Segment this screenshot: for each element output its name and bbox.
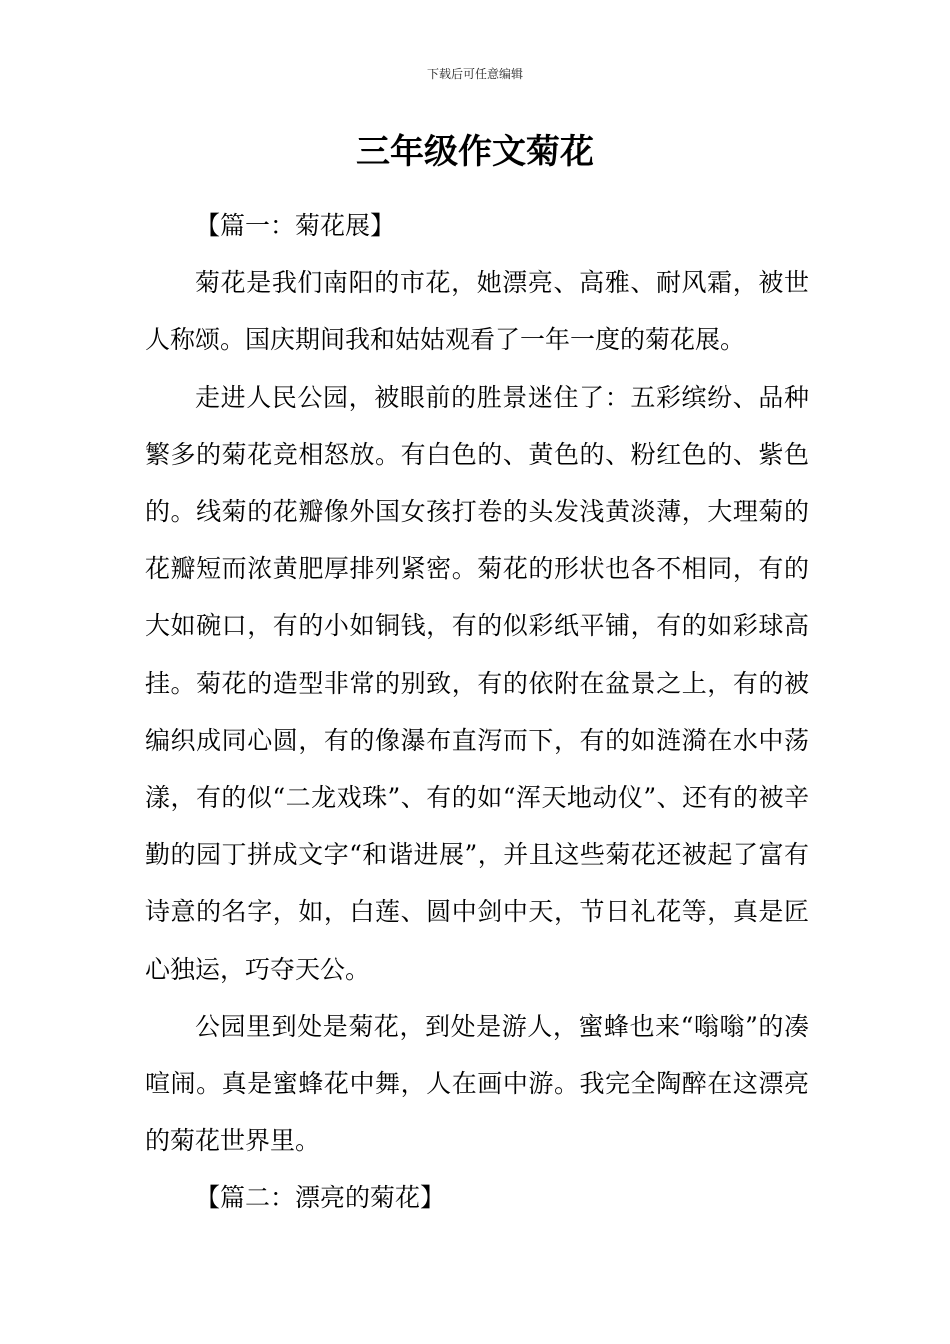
paragraph: 走进人民公园，被眼前的胜景迷住了：五彩缤纷、品种繁多的菊花竞相怒放。有白色的、黄色的、粉红色的、紫色的。线菊的花瓣像外国女孩打卷的头发浅黄淡薄，大理菊的花瓣短而浓黄肥厚排列紧密。菊花的形状也各不相同，有的大如碗口，有的小如铜钱，有的似彩纸平铺，有的如彩球高挂。菊花的造型非常的别致，有的依附在盆景之上，有的被编织成同心圆，有的像瀑布直泻而下，有的如涟漪在水中荡漾，有的似“二龙戏珠”、有的如“浑天地动仪”、还有的被辛勤的园丁拼成文字“和谐进展”，并且这些菊花还被起了富有诗意的名字，如，白莲、圆中剑中天，节日礼花等，真是匠心独运，巧夺天公。 <box>145 382 809 984</box>
paragraph: 菊花是我们南阳的市花，她漂亮、高雅、耐风霜，被世人称颂。国庆期间我和姑姑观看了一年一度的菊花展。 <box>145 268 809 355</box>
section-heading-1: 【篇一：菊花展】 <box>195 211 396 240</box>
section-heading-2: 【篇二：漂亮的菊花】 <box>195 1183 446 1213</box>
document-title: 三年级作文菊花 <box>356 132 594 172</box>
header-note: 下载后可任意编辑 <box>426 67 523 81</box>
paragraph: 公园里到处是菊花，到处是游人，蜜蜂也来“嗡嗡”的凑喧闹。真是蜜蜂花中舞，人在画中游。我完全陶醉在这漂亮的菊花世界里。 <box>145 1011 809 1156</box>
document-body <box>145 197 809 1227</box>
